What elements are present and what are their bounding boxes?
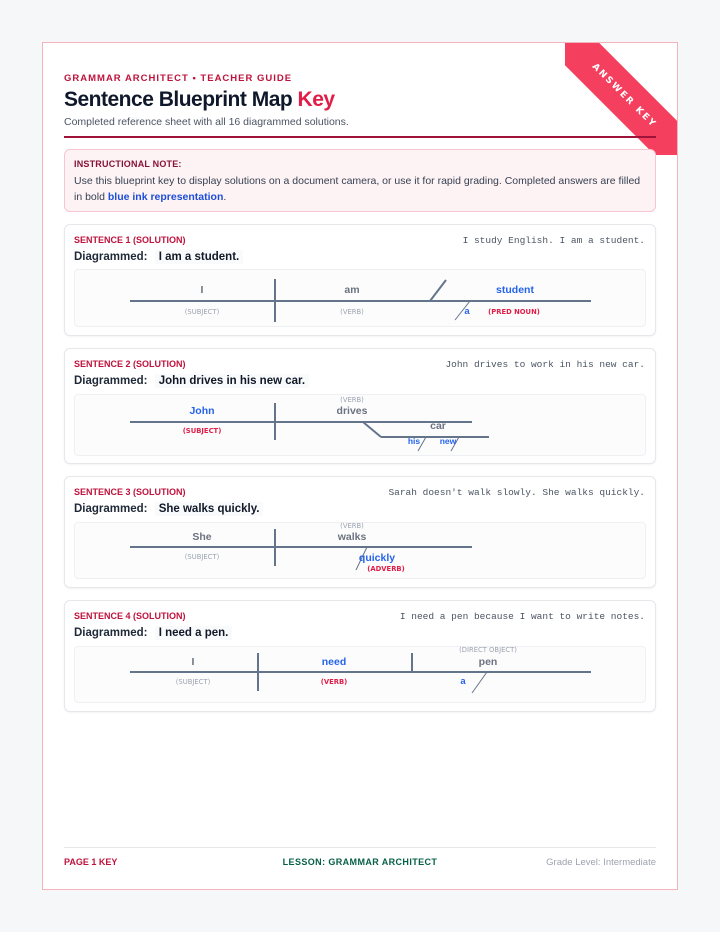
note-end: . bbox=[223, 191, 227, 203]
word-verb: walks bbox=[337, 531, 367, 543]
sentence-diagram bbox=[74, 646, 646, 703]
sentence-diagram bbox=[74, 394, 646, 456]
answer-key-ribbon bbox=[565, 43, 677, 155]
diagrammed-label: Diagrammed: bbox=[74, 251, 148, 263]
modifier-slant bbox=[472, 672, 487, 693]
ribbon-label: ANSWER KEY bbox=[565, 43, 677, 155]
diagrammed-label: Diagrammed: bbox=[74, 503, 148, 515]
diagrammed-label: Diagrammed: bbox=[74, 375, 148, 387]
tag-subject: (SUBJECT) bbox=[182, 427, 222, 435]
object-slant bbox=[363, 422, 381, 437]
footer-page: PAGE 1 KEY bbox=[64, 857, 118, 867]
sentence-label: SENTENCE 3 (SOLUTION) bbox=[74, 487, 186, 497]
word-modifier: quickly bbox=[358, 552, 396, 564]
page-title bbox=[64, 88, 335, 112]
original-sentence: I study English. I am a student. bbox=[462, 235, 645, 246]
word-verb: need bbox=[321, 656, 347, 668]
word-modifier-1: his bbox=[407, 436, 421, 446]
sentence-label: SENTENCE 1 (SOLUTION) bbox=[74, 235, 186, 245]
diagrammed-line bbox=[74, 251, 243, 263]
diagrammed-line bbox=[74, 627, 232, 639]
diagram-lines bbox=[75, 647, 647, 704]
tag-verb: (VERB) bbox=[340, 308, 364, 316]
tag-complement: (PRED NOUN) bbox=[488, 308, 540, 316]
diagrammed-line bbox=[74, 375, 309, 387]
word-subject: John bbox=[189, 405, 215, 417]
footer-grade: Grade Level: Intermediate bbox=[546, 857, 656, 868]
title-accent: Key bbox=[297, 88, 335, 111]
word-object: pen bbox=[478, 656, 498, 668]
sentence-card-2 bbox=[64, 348, 656, 464]
instructional-note bbox=[64, 149, 656, 212]
original-sentence: John drives to work in his new car. bbox=[445, 359, 645, 370]
header-eyebrow: GRAMMAR ARCHITECT • TEACHER GUIDE bbox=[64, 73, 293, 84]
tag-subject: (SUBJECT) bbox=[175, 678, 211, 686]
tag-verb: (VERB) bbox=[340, 522, 364, 530]
word-modifier: a bbox=[464, 306, 470, 317]
word-subject: I bbox=[191, 656, 195, 668]
sentence-card-3 bbox=[64, 476, 656, 588]
page-subtitle: Completed reference sheet with all 16 diagrammed solutions. bbox=[64, 116, 349, 128]
tag-subject: (SUBJECT) bbox=[184, 308, 220, 316]
footer-divider bbox=[64, 847, 656, 848]
note-body: Use this blueprint key to display solutions on a document camera, or use it for rapid grading. Completed answers are filled in bold bbox=[74, 175, 641, 203]
tag-modifier: (ADVERB) bbox=[367, 565, 405, 573]
word-subject: I bbox=[200, 284, 204, 296]
sentence-diagram bbox=[74, 522, 646, 579]
original-sentence: I need a pen because I want to write notes. bbox=[399, 611, 645, 622]
diagram-lines bbox=[75, 270, 647, 328]
complement-slash bbox=[430, 280, 446, 301]
word-object: car bbox=[430, 420, 446, 432]
word-complement: student bbox=[496, 284, 534, 296]
header-divider bbox=[64, 136, 656, 138]
note-text bbox=[74, 173, 646, 205]
diagrammed-sentence: John drives in his new car. bbox=[155, 374, 309, 388]
diagrammed-label: Diagrammed: bbox=[74, 627, 148, 639]
tag-object: (DIRECT OBJECT) bbox=[459, 646, 517, 654]
sentence-card-4 bbox=[64, 600, 656, 712]
word-verb: drives bbox=[336, 405, 368, 417]
tag-subject: (SUBJECT) bbox=[184, 553, 220, 561]
note-title: INSTRUCTIONAL NOTE: bbox=[74, 159, 182, 169]
diagrammed-sentence: I need a pen. bbox=[155, 626, 233, 640]
worksheet-page bbox=[42, 42, 678, 890]
sentence-label: SENTENCE 4 (SOLUTION) bbox=[74, 611, 186, 621]
footer-lesson: LESSON: GRAMMAR ARCHITECT bbox=[282, 857, 438, 867]
title-main: Sentence Blueprint Map bbox=[64, 88, 293, 111]
original-sentence: Sarah doesn't walk slowly. She walks quickly. bbox=[388, 487, 645, 498]
note-highlight: blue ink representation bbox=[107, 191, 224, 203]
sentence-card-1 bbox=[64, 224, 656, 336]
word-subject: She bbox=[192, 531, 212, 543]
word-modifier: a bbox=[460, 676, 466, 687]
diagrammed-sentence: She walks quickly. bbox=[155, 502, 264, 516]
sentence-diagram bbox=[74, 269, 646, 327]
diagrammed-sentence: I am a student. bbox=[155, 250, 244, 264]
word-modifier-2: new bbox=[439, 436, 457, 446]
word-verb: am bbox=[344, 284, 360, 296]
tag-verb: (VERB) bbox=[320, 678, 348, 686]
tag-verb: (VERB) bbox=[340, 396, 364, 404]
sentence-label: SENTENCE 2 (SOLUTION) bbox=[74, 359, 186, 369]
diagrammed-line bbox=[74, 503, 263, 515]
